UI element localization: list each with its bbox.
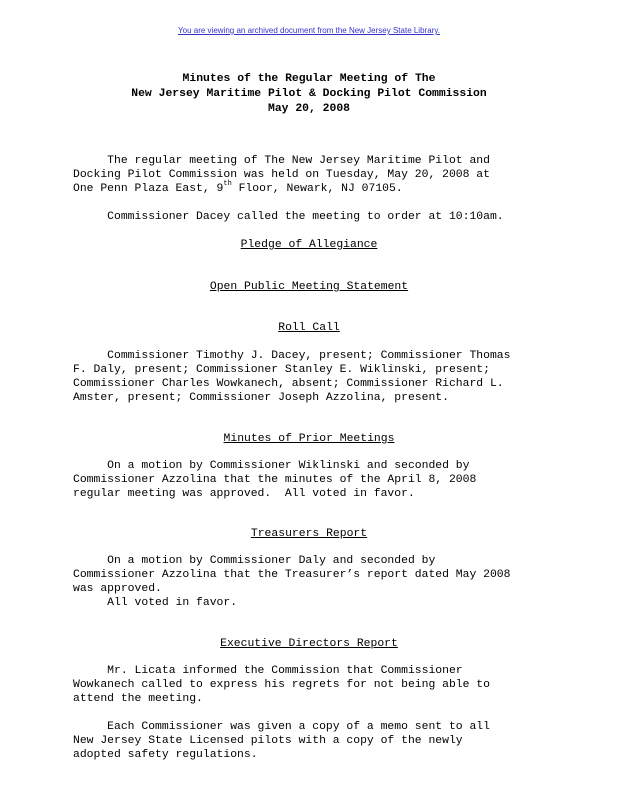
executive-p1-line-3: attend the meeting. <box>73 693 203 705</box>
roll-call-line-3: Commissioner Charles Wowkanech, absent; Commissioner Richard L. <box>73 378 504 390</box>
executive-p1-line-2: Wowkanech called to express his regrets for not being able to <box>73 679 490 691</box>
minutes-line-1: On a motion by Commissioner Wiklinski and seconded by <box>73 460 470 472</box>
intro-line-1: The regular meeting of The New Jersey Maritime Pilot and <box>73 155 490 167</box>
heading-minutes-prior-meetings-text: Minutes of Prior Meetings <box>223 433 395 445</box>
document-title <box>0 72 618 117</box>
heading-treasurers-report <box>0 527 618 541</box>
heading-executive-directors-report <box>0 637 618 651</box>
roll-call-line-2: F. Daly, present; Commissioner Stanley E. Wiklinski, present; <box>73 364 490 376</box>
title-line-3: May 20, 2008 <box>267 103 351 115</box>
heading-open-public-meeting-text: Open Public Meeting Statement <box>209 281 409 293</box>
treasurers-line-4: All voted in favor. <box>73 597 238 609</box>
intro-line-3 <box>73 182 403 196</box>
title-line-1: Minutes of the Regular Meeting of The <box>182 73 436 85</box>
executive-p2-line-2: New Jersey State Licensed pilots with a copy of the newly <box>73 735 463 747</box>
archive-banner-link[interactable]: You are viewing an archived document from the New Jersey State Library. <box>178 26 440 35</box>
heading-pledge <box>0 238 618 252</box>
title-line-2: New Jersey Maritime Pilot & Docking Pilot Commission <box>131 88 487 100</box>
heading-open-public-meeting <box>0 280 618 294</box>
executive-p2-line-3: adopted safety regulations. <box>73 749 258 761</box>
heading-roll-call <box>0 321 618 335</box>
call-to-order-text: Commissioner Dacey called the meeting to order at 10:10am. <box>73 211 504 223</box>
minutes-line-3: regular meeting was approved. All voted in favor. <box>73 488 415 500</box>
ordinal-suffix: th <box>223 180 232 189</box>
intro-line-2: Docking Pilot Commission was held on Tuesday, May 20, 2008 at <box>73 169 490 181</box>
treasurers-line-3: was approved. <box>73 583 162 595</box>
intro-line-3-start: One Penn Plaza East, 9 <box>73 183 224 195</box>
heading-pledge-text: Pledge of Allegiance <box>240 239 378 251</box>
heading-minutes-prior-meetings <box>0 432 618 446</box>
minutes-line-2: Commissioner Azzolina that the minutes of the April 8, 2008 <box>73 474 477 486</box>
roll-call-line-1: Commissioner Timothy J. Dacey, present; Commissioner Thomas <box>73 350 511 362</box>
heading-executive-directors-report-text: Executive Directors Report <box>220 638 398 650</box>
intro-line-3-end: Floor, Newark, NJ 07105. <box>231 183 403 195</box>
executive-p2-line-1: Each Commissioner was given a copy of a memo sent to all <box>73 721 490 733</box>
heading-roll-call-text: Roll Call <box>278 322 340 334</box>
roll-call-line-4: Amster, present; Commissioner Joseph Azzolina, present. <box>73 392 449 404</box>
treasurers-line-2: Commissioner Azzolina that the Treasurer’s report dated May 2008 <box>73 569 511 581</box>
treasurers-line-1: On a motion by Commissioner Daly and seconded by <box>73 555 436 567</box>
heading-treasurers-report-text: Treasurers Report <box>250 528 368 540</box>
executive-p1-line-1: Mr. Licata informed the Commission that Commissioner <box>73 665 463 677</box>
